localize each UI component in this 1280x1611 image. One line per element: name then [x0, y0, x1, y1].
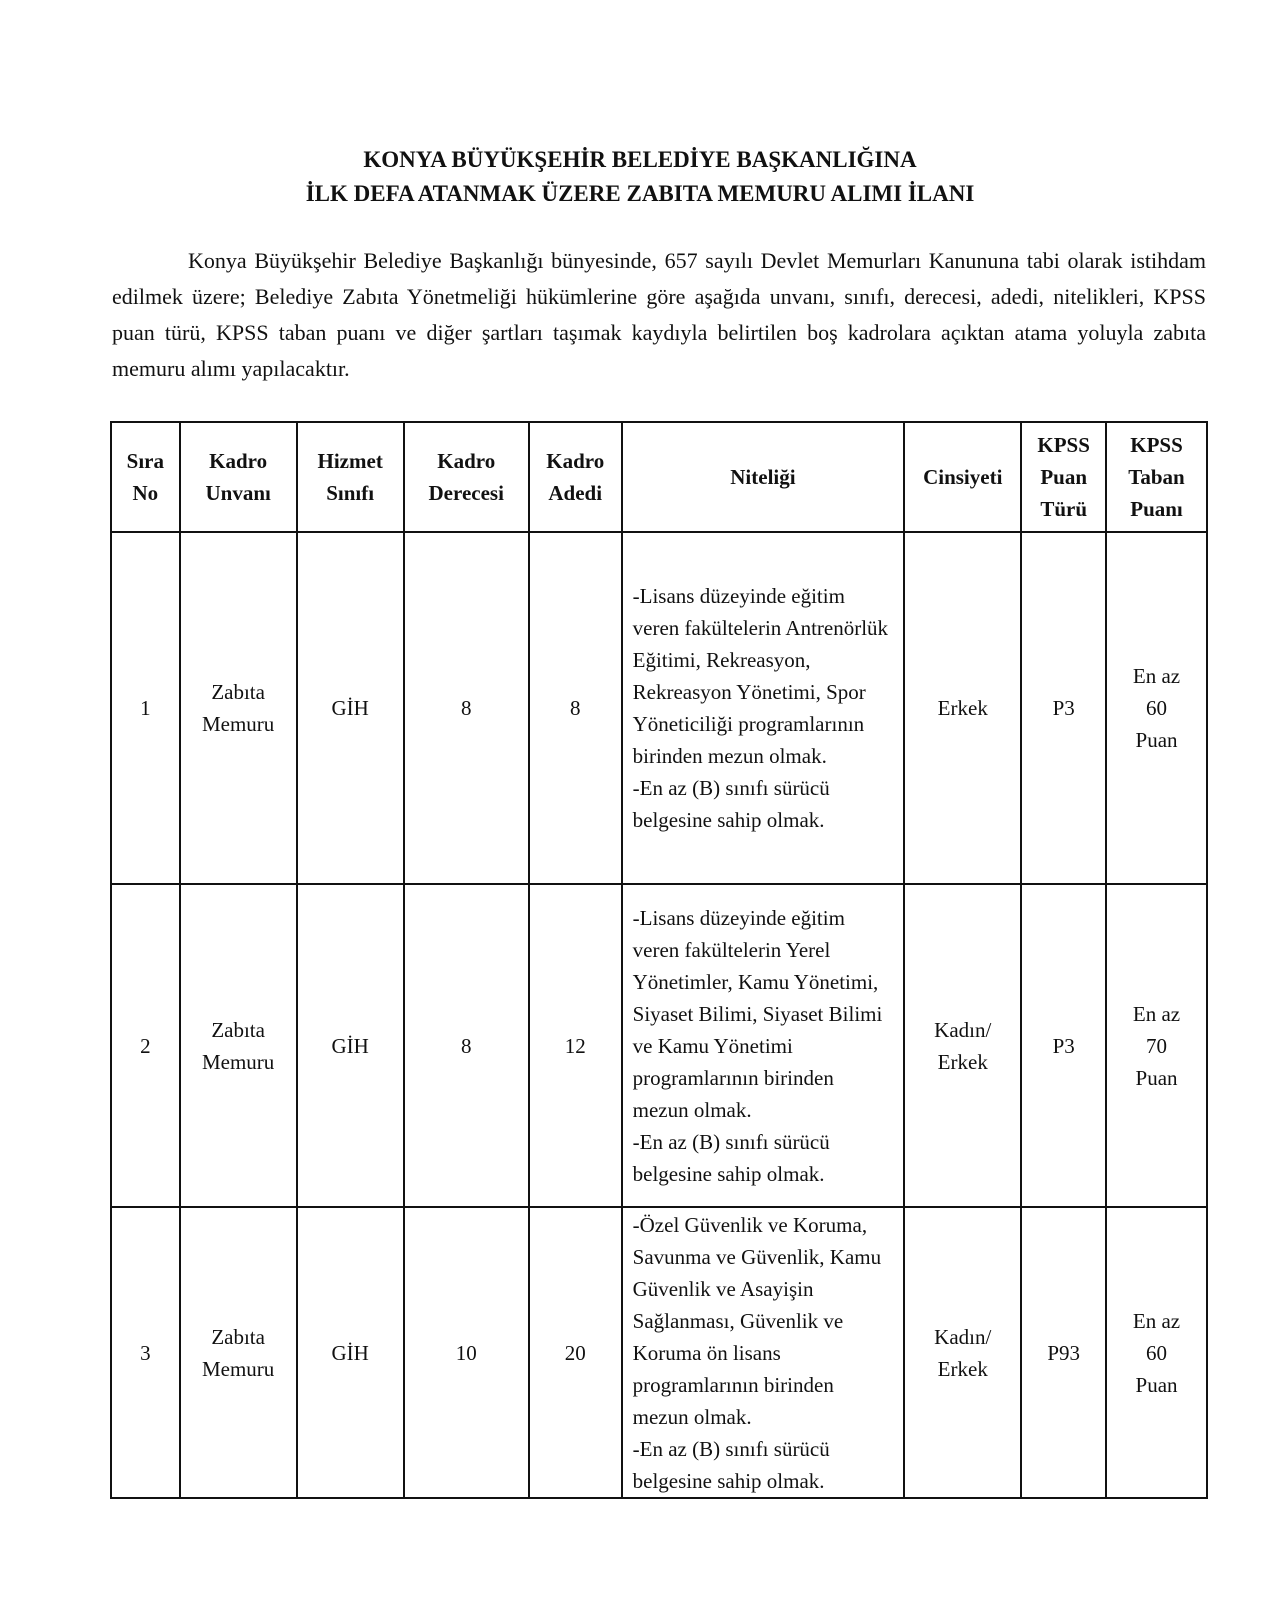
table-row	[111, 884, 1207, 1207]
header-kpss-taban-puani	[1106, 422, 1207, 532]
cell-text: -En az (B) sınıfı sürücü belgesine sahip olmak.	[632, 1129, 830, 1186]
cell-sira-no: 3	[111, 1207, 180, 1498]
cell-text: Zabıta	[211, 680, 265, 704]
header-kadro-unvani-line: Kadro	[209, 449, 268, 473]
cell-text: En az	[1132, 1001, 1181, 1026]
cell-kadro-unvani	[180, 532, 297, 884]
cell-sira-no: 2	[111, 884, 180, 1207]
cell-text: Memuru	[201, 1356, 275, 1381]
cell-kpss-puan-turu: P3	[1021, 884, 1106, 1207]
positions-table	[110, 421, 1208, 1499]
cell-text: Erkek	[937, 696, 988, 720]
cell-niteligi	[622, 1207, 905, 1498]
table-row	[111, 532, 1207, 884]
cell-kadro-adedi: 20	[529, 1207, 622, 1498]
cell-niteligi	[622, 532, 905, 884]
header-niteligi: Niteliği	[622, 422, 905, 532]
cell-text: 70	[1146, 1033, 1168, 1058]
cell-kadro-adedi: 8	[529, 532, 622, 884]
header-kadro-derecesi-line: Kadro	[437, 449, 496, 473]
cell-text: Erkek	[937, 1049, 988, 1074]
header-kadro-unvani-line: Unvanı	[205, 481, 271, 505]
cell-text: Memuru	[201, 712, 275, 736]
cell-kpss-puan-turu: P3	[1021, 532, 1106, 884]
cell-niteligi	[622, 884, 905, 1207]
header-kpss-taban-puani-line: KPSS	[1130, 433, 1183, 457]
cell-kadro-derecesi: 10	[404, 1207, 529, 1498]
cell-cinsiyeti	[904, 1207, 1021, 1498]
cell-kpss-taban-puani	[1106, 532, 1207, 884]
title-line-1: KONYA BÜYÜKŞEHİR BELEDİYE BAŞKANLIĞINA	[363, 147, 917, 172]
header-kpss-puan-turu-line: Puan	[1040, 465, 1087, 489]
cell-hizmet-sinifi: GİH	[297, 532, 404, 884]
cell-text: Zabıta	[211, 1017, 265, 1042]
header-kadro-unvani	[180, 422, 297, 532]
table-header-row	[111, 422, 1207, 532]
intro-paragraph: Konya Büyükşehir Belediye Başkanlığı bünyesinde, 657 sayılı Devlet Memurları Kanununa tabi olarak istihdam edilmek üzere; Belediye Zabıta Yönetmeliği hükümlerine göre aşağıda unvanı, sınıfı, derecesi, adedi, nitelikleri, KPSS puan türü, KPSS taban puanı ve diğer şartları taşımak kaydıyla belirtilen boş kadrolara açıktan atama yoluyla zabıta memuru alımı yapılacaktır.	[112, 248, 1206, 381]
cell-kadro-unvani	[180, 1207, 297, 1498]
header-sira-no-line: Sıra	[126, 449, 164, 473]
header-kadro-adedi-line: Adedi	[548, 481, 603, 505]
cell-hizmet-sinifi: GİH	[297, 884, 404, 1207]
cell-text: Puan	[1135, 728, 1178, 752]
cell-text: Erkek	[937, 1356, 988, 1381]
cell-kadro-derecesi: 8	[404, 884, 529, 1207]
cell-text: En az	[1132, 1308, 1181, 1333]
header-kadro-derecesi	[404, 422, 529, 532]
cell-kpss-taban-puani	[1106, 1207, 1207, 1498]
header-sira-no	[111, 422, 180, 532]
cell-text: Puan	[1135, 1065, 1178, 1090]
header-kpss-puan-turu-line: KPSS	[1037, 433, 1090, 457]
cell-kpss-taban-puani	[1106, 884, 1207, 1207]
cell-text: Zabıta	[211, 1324, 265, 1349]
header-hizmet-sinifi-line: Hizmet	[317, 449, 383, 473]
cell-text: -Lisans düzeyinde eğitim veren fakültelerin Yerel Yönetimler, Kamu Yönetimi, Siyaset Bilimi, Siyaset Bilimi ve Kamu Yönetimi programlarının birinden mezun olmak.	[632, 905, 883, 1122]
header-kadro-adedi-line: Kadro	[546, 449, 605, 473]
page-title	[0, 143, 1280, 211]
header-sira-no-line: No	[132, 481, 159, 505]
cell-text: Kadın/	[934, 1324, 992, 1349]
header-kpss-taban-puani-line: Taban	[1128, 465, 1185, 489]
header-cinsiyeti: Cinsiyeti	[904, 422, 1021, 532]
cell-text: -Lisans düzeyinde eğitim veren fakültelerin Antrenörlük Eğitimi, Rekreasyon, Rekreasyon Yönetimi, Spor Yöneticiliği programlarının birinden mezun olmak.	[632, 584, 889, 768]
header-kadro-adedi	[529, 422, 622, 532]
cell-text: -Özel Güvenlik ve Koruma, Savunma ve Güvenlik, Kamu Güvenlik ve Asayişin Sağlanması, Güvenlik ve Koruma ön lisans programlarının birinden mezun olmak.	[632, 1212, 882, 1429]
cell-kadro-unvani	[180, 884, 297, 1207]
title-line-2: İLK DEFA ATANMAK ÜZERE ZABITA MEMURU ALIMI İLANI	[305, 181, 975, 206]
header-kpss-taban-puani-line: Puanı	[1130, 497, 1183, 521]
table-row	[111, 1207, 1207, 1498]
cell-text: Memuru	[201, 1049, 275, 1074]
header-hizmet-sinifi	[297, 422, 404, 532]
header-hizmet-sinifi-line: Sınıfı	[326, 481, 375, 505]
cell-cinsiyeti	[904, 884, 1021, 1207]
cell-hizmet-sinifi: GİH	[297, 1207, 404, 1498]
cell-sira-no: 1	[111, 532, 180, 884]
cell-kadro-derecesi: 8	[404, 532, 529, 884]
header-kpss-puan-turu-line: Türü	[1040, 497, 1087, 521]
cell-text: 60	[1146, 1340, 1168, 1365]
cell-text: En az	[1132, 664, 1181, 688]
cell-kpss-puan-turu: P93	[1021, 1207, 1106, 1498]
cell-text: Puan	[1135, 1372, 1178, 1397]
cell-text: Kadın/	[934, 1017, 992, 1042]
cell-text: 60	[1146, 696, 1168, 720]
header-kadro-derecesi-line: Derecesi	[428, 481, 504, 505]
cell-text: -En az (B) sınıfı sürücü belgesine sahip olmak.	[632, 1436, 830, 1493]
cell-cinsiyeti	[904, 532, 1021, 884]
cell-kadro-adedi: 12	[529, 884, 622, 1207]
cell-text: -En az (B) sınıfı sürücü belgesine sahip olmak.	[632, 776, 830, 832]
header-kpss-puan-turu	[1021, 422, 1106, 532]
